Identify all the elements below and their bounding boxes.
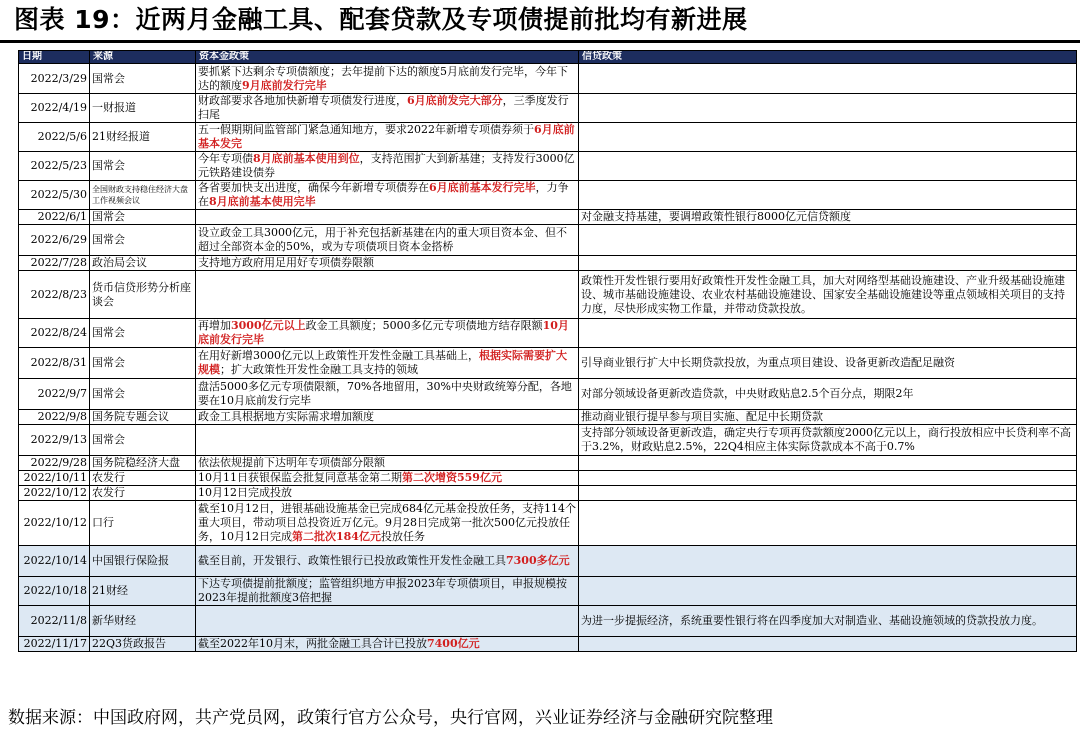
highlight-text: 7300多亿元 <box>506 554 570 567</box>
policy-text: 政金工具额度；5000多亿元专项债地方结存限额 <box>305 319 543 332</box>
policy-text: 对部分领域设备更新改造贷款，中央财政贴息2.5个百分点，期限2年 <box>581 387 914 400</box>
table-row <box>19 606 1077 637</box>
date-cell: 2022/10/14 <box>19 546 90 577</box>
capital-policy-cell <box>196 152 579 181</box>
date-cell: 2022/8/23 <box>19 271 90 319</box>
credit-policy-cell <box>579 577 1077 606</box>
table-row <box>19 546 1077 577</box>
highlight-text: 9月底前发行完毕 <box>242 78 327 92</box>
highlight-text: 6月底前基本发行完毕 <box>429 181 536 194</box>
policy-text: 为进一步提振经济，系统重要性银行将在四季度加大对制造业、基础设施领域的贷款投放力度。 <box>581 614 1043 627</box>
source-cell: 国常会 <box>90 379 196 410</box>
policy-text: 对金融支持基建，要调增政策性银行8000亿元信贷额度 <box>581 210 851 223</box>
table-row <box>19 181 1077 210</box>
source-cell: 国常会 <box>90 152 196 181</box>
credit-policy-cell <box>579 425 1077 456</box>
source-cell: 21财经报道 <box>90 123 196 152</box>
table-row <box>19 256 1077 271</box>
source-note: 数据来源：中国政府网，共产党员网，政策行官方公众号，央行官网，兴业证券经济与金融研究院整理 <box>8 708 773 728</box>
policy-text: 各省要加快支出进度，确保今年新增专项债券在 <box>198 181 429 194</box>
table-row <box>19 64 1077 94</box>
highlight-text: 6月底前发完大部分 <box>407 94 503 107</box>
policy-text: 截至10月12日，进银基础设施基金已完成684亿元基金投放任务，支持114个重大项目，带动项目总投资近万亿元。9月28日完成第一批次500亿元投放任务，10月12日完成 <box>198 502 576 543</box>
table-row <box>19 348 1077 379</box>
credit-policy-cell <box>579 210 1077 225</box>
credit-policy-cell <box>579 64 1077 94</box>
policy-text: ；扩大政策性开发性金融工具支持的领域 <box>220 363 418 376</box>
policy-table <box>18 50 1077 652</box>
source-cell: 政治局会议 <box>90 256 196 271</box>
table-row <box>19 319 1077 348</box>
capital-policy-cell <box>196 319 579 348</box>
capital-policy-cell <box>196 181 579 210</box>
table-row <box>19 94 1077 123</box>
source-cell: 国务院稳经济大盘 <box>90 456 196 471</box>
col-header-source: 来源 <box>90 51 196 64</box>
table-row <box>19 379 1077 410</box>
policy-text: 引导商业银行扩大中长期贷款投放，为重点项目建设、设备更新改造配足融资 <box>581 356 955 369</box>
policy-text: 推动商业银行提早参与项目实施、配足中长期贷款 <box>581 410 823 423</box>
credit-policy-cell <box>579 123 1077 152</box>
capital-policy-cell <box>196 379 579 410</box>
source-cell: 国常会 <box>90 225 196 256</box>
date-cell: 2022/10/11 <box>19 471 90 486</box>
table-row <box>19 225 1077 256</box>
date-cell: 2022/3/29 <box>19 64 90 94</box>
capital-policy-cell <box>196 210 579 225</box>
table-header-row <box>19 51 1077 64</box>
credit-policy-cell <box>579 637 1077 652</box>
source-cell: 新华财经 <box>90 606 196 637</box>
date-cell: 2022/4/19 <box>19 94 90 123</box>
capital-policy-cell <box>196 348 579 379</box>
table-row <box>19 577 1077 606</box>
date-cell: 2022/5/6 <box>19 123 90 152</box>
date-cell: 2022/9/7 <box>19 379 90 410</box>
source-cell: 中国银行保险报 <box>90 546 196 577</box>
title-rule <box>0 40 1080 43</box>
capital-policy-cell <box>196 410 579 425</box>
date-cell: 2022/6/29 <box>19 225 90 256</box>
capital-policy-cell <box>196 546 579 577</box>
credit-policy-cell <box>579 486 1077 501</box>
policy-text: 财政部要求各地加快新增专项债发行进度， <box>198 94 407 107</box>
credit-policy-cell <box>579 225 1077 256</box>
policy-text: 设立政金工具3000亿元，用于补充包括新基建在内的重大项目资本金、但不超过全部资本金的50%，或为专项债项目资本金搭桥 <box>198 226 567 253</box>
date-cell: 2022/8/24 <box>19 319 90 348</box>
credit-policy-cell <box>579 379 1077 410</box>
source-cell: 22Q3货政报告 <box>90 637 196 652</box>
capital-policy-cell <box>196 271 579 319</box>
credit-policy-cell <box>579 410 1077 425</box>
policy-text: ，力争在 <box>198 181 569 208</box>
capital-policy-cell <box>196 501 579 546</box>
credit-policy-cell <box>579 456 1077 471</box>
source-cell: 国常会 <box>90 348 196 379</box>
col-header-credit-policy: 信贷政策 <box>579 51 1077 64</box>
table-row <box>19 152 1077 181</box>
credit-policy-cell <box>579 271 1077 319</box>
col-header-date: 日期 <box>19 51 90 64</box>
credit-policy-cell <box>579 606 1077 637</box>
source-cell: 21财经 <box>90 577 196 606</box>
capital-policy-cell <box>196 64 579 94</box>
policy-text: 支持地方政府用足用好专项债券限额 <box>198 256 374 269</box>
table-row <box>19 410 1077 425</box>
capital-policy-cell <box>196 606 579 637</box>
date-cell: 2022/5/30 <box>19 181 90 210</box>
policy-text: 政策性开发性银行要用好政策性开发性金融工具，加大对网络型基础设施建设、产业升级基础设施建设、城市基础设施建设、农业农村基础设施建设、国家安全基础设施建设等重点领域相关项目的支持力度，尽快形成实物工作量，并带动贷款投放。 <box>581 273 1065 315</box>
credit-policy-cell <box>579 501 1077 546</box>
policy-text: 盘活5000多亿元专项债限额，70%各地留用，30%中央财政统筹分配，各地要在10月底前发行完毕 <box>198 380 572 407</box>
date-cell: 2022/6/1 <box>19 210 90 225</box>
policy-text: 下达专项债提前批额度；监管组织地方申报2023年专项债项目，申报规模按2023年提前批额度3倍把握 <box>198 577 567 604</box>
source-cell: 农发行 <box>90 471 196 486</box>
credit-policy-cell <box>579 471 1077 486</box>
policy-text: 今年专项债 <box>198 152 253 165</box>
table-row <box>19 271 1077 319</box>
source-cell: 农发行 <box>90 486 196 501</box>
highlight-text: 8月底前基本使用完毕 <box>209 195 316 208</box>
credit-policy-cell <box>579 94 1077 123</box>
policy-text: 投放任务 <box>380 530 425 543</box>
highlight-text: 10月底前发行完毕 <box>198 319 569 346</box>
policy-text: 依法依规提前下达明年专项债部分限额 <box>198 456 385 469</box>
capital-policy-cell <box>196 577 579 606</box>
date-cell: 2022/9/8 <box>19 410 90 425</box>
capital-policy-cell <box>196 123 579 152</box>
policy-text: 要抓紧下达剩余专项债额度；去年提前下达的额度5月底前发行完毕，今年下达的额度 <box>198 64 568 92</box>
source-cell: 国务院专题会议 <box>90 410 196 425</box>
table-row <box>19 471 1077 486</box>
table-row <box>19 486 1077 501</box>
capital-policy-cell <box>196 486 579 501</box>
policy-text: ，三季度发行扫尾 <box>198 94 569 121</box>
source-cell: 国常会 <box>90 319 196 348</box>
date-cell: 2022/7/28 <box>19 256 90 271</box>
date-cell: 2022/10/18 <box>19 577 90 606</box>
source-cell: 全国财政支持稳住经济大盘工作视频会议 <box>90 181 196 210</box>
credit-policy-cell <box>579 319 1077 348</box>
table-row <box>19 456 1077 471</box>
policy-text: 10月11日获银保监会批复同意基金第二期 <box>198 471 402 484</box>
highlight-text: 6月底前基本发完 <box>198 123 575 150</box>
source-cell: 货币信贷形势分析座谈会 <box>90 271 196 319</box>
date-cell: 2022/10/12 <box>19 486 90 501</box>
capital-policy-cell <box>196 637 579 652</box>
date-cell: 2022/11/17 <box>19 637 90 652</box>
credit-policy-cell <box>579 152 1077 181</box>
figure-title: 图表 19：近两月金融工具、配套贷款及专项债提前批均有新进展 <box>14 5 748 34</box>
policy-text: 支持部分领域设备更新改造，确定央行专项再贷款额度2000亿元以上，商行投放相应中长贷利率不高于3.2%，财政贴息2.5%，22Q4相应主体实际贷款成本不高于0.7% <box>581 426 1071 453</box>
col-header-capital-policy: 资本金政策 <box>196 51 579 64</box>
date-cell: 2022/11/8 <box>19 606 90 637</box>
credit-policy-cell <box>579 181 1077 210</box>
capital-policy-cell <box>196 471 579 486</box>
date-cell: 2022/8/31 <box>19 348 90 379</box>
policy-text: 政金工具根据地方实际需求增加额度 <box>198 410 374 423</box>
highlight-text: 8月底前基本使用到位 <box>253 152 360 165</box>
table-row <box>19 425 1077 456</box>
policy-text: 截至目前，开发银行、政策性银行已投放政策性开发性金融工具 <box>198 554 506 567</box>
policy-text: 10月12日完成投放 <box>198 486 292 499</box>
date-cell: 2022/5/23 <box>19 152 90 181</box>
policy-text: ，支持范围扩大到新基建；支持发行3000亿元铁路建设债券 <box>198 152 575 179</box>
table-row <box>19 501 1077 546</box>
policy-text: 截至2022年10月末，两批金融工具合计已投放 <box>198 637 427 650</box>
table-row <box>19 210 1077 225</box>
date-cell: 2022/9/13 <box>19 425 90 456</box>
highlight-text: 第二次增资559亿元 <box>402 471 502 484</box>
credit-policy-cell <box>579 256 1077 271</box>
capital-policy-cell <box>196 94 579 123</box>
highlight-text: 第二批次184亿元 <box>292 530 381 543</box>
date-cell: 2022/10/12 <box>19 501 90 546</box>
table-row <box>19 637 1077 652</box>
policy-text: 在用好新增3000亿元以上政策性开发性金融工具基础上， <box>198 349 479 362</box>
table-body <box>19 64 1077 652</box>
source-cell: 口行 <box>90 501 196 546</box>
date-cell: 2022/9/28 <box>19 456 90 471</box>
credit-policy-cell <box>579 546 1077 577</box>
policy-text: 五一假期期间监管部门紧急通知地方，要求2022年新增专项债券须于 <box>198 123 534 136</box>
highlight-text: 7400亿元 <box>427 637 480 650</box>
capital-policy-cell <box>196 225 579 256</box>
credit-policy-cell <box>579 348 1077 379</box>
source-cell: 国常会 <box>90 425 196 456</box>
capital-policy-cell <box>196 425 579 456</box>
source-cell: 国常会 <box>90 210 196 225</box>
capital-policy-cell <box>196 456 579 471</box>
highlight-text: 根据实际需要扩大规模 <box>198 349 567 376</box>
table-row <box>19 123 1077 152</box>
policy-text: 再增加 <box>198 319 231 332</box>
highlight-text: 3000亿元以上 <box>231 319 306 332</box>
capital-policy-cell <box>196 256 579 271</box>
source-cell: 国常会 <box>90 64 196 94</box>
source-cell: 一财报道 <box>90 94 196 123</box>
